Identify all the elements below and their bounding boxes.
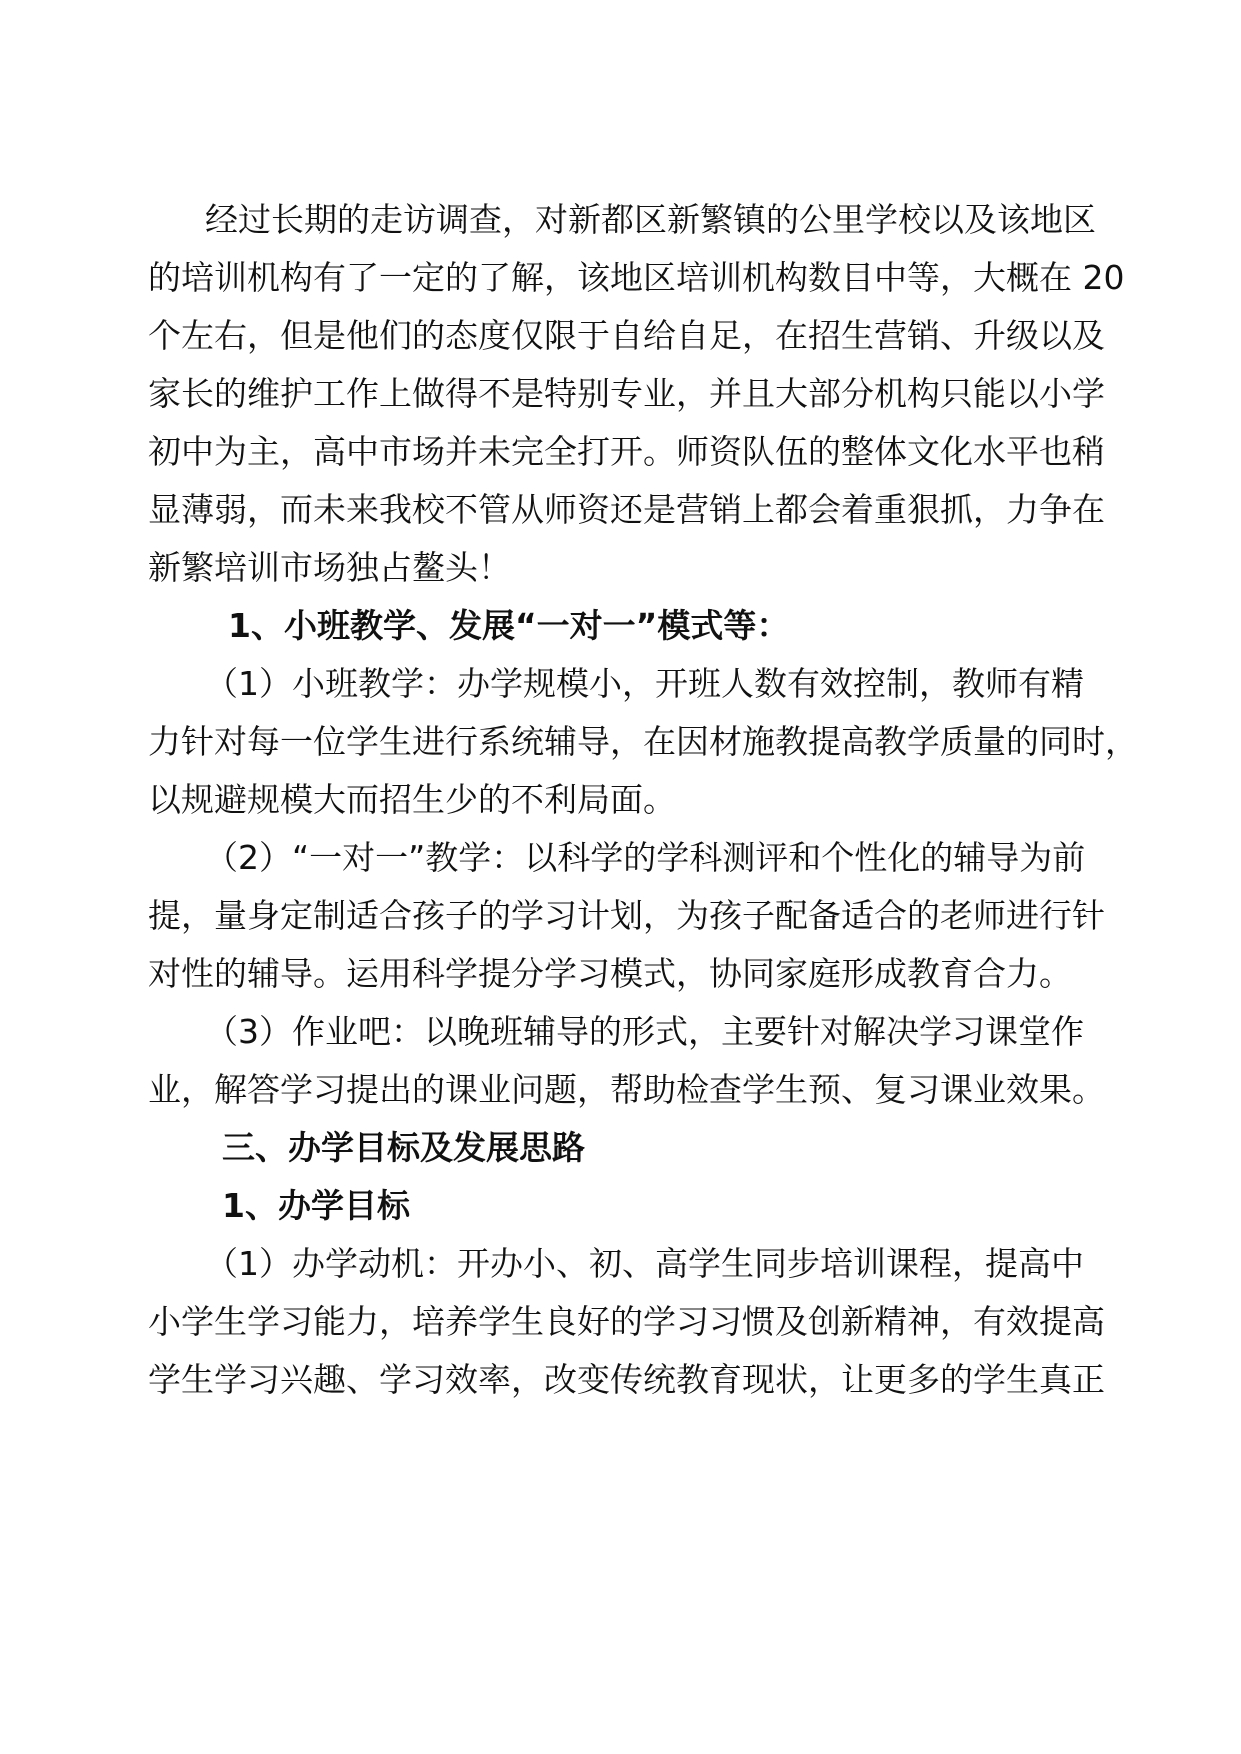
paragraph-line: 业，解答学习提出的课业问题，帮助检查学生预、复习课业效果。: [148, 1070, 1105, 1109]
paragraph-line: 家长的维护工作上做得不是特别专业，并且大部分机构只能以小学: [148, 374, 1105, 413]
section-heading: 1、小班教学、发展“一对一”模式等：: [228, 606, 790, 645]
paragraph-line: 力针对每一位学生进行系统辅导，在因材施教提高教学质量的同时，: [148, 722, 1138, 761]
paragraph-line: （1）办学动机：开办小、初、高学生同步培训课程，提高中: [205, 1244, 1084, 1283]
paragraph-line: 个左右，但是他们的态度仅限于自给自足，在招生营销、升级以及: [148, 316, 1105, 355]
paragraph-line: 学生学习兴趣、学习效率，改变传统教育现状，让更多的学生真正: [148, 1360, 1105, 1399]
paragraph-line: 提，量身定制适合孩子的学习计划，为孩子配备适合的老师进行针: [148, 896, 1105, 935]
paragraph-line: 初中为主，高中市场并未完全打开。师资队伍的整体文化水平也稍: [148, 432, 1105, 471]
paragraph-line: 的培训机构有了一定的了解，该地区培训机构数目中等，大概在 20: [148, 258, 1125, 297]
paragraph-line: 经过长期的走访调查，对新都区新繁镇的公里学校以及该地区: [205, 200, 1096, 239]
chapter-heading: 三、办学目标及发展思路: [222, 1128, 585, 1167]
paragraph-line: （3）作业吧：以晚班辅导的形式，主要针对解决学习课堂作: [205, 1012, 1084, 1051]
paragraph-line: 小学生学习能力，培养学生良好的学习习惯及创新精神，有效提高: [148, 1302, 1105, 1341]
paragraph-line: （2）“一对一”教学：以科学的学科测评和个性化的辅导为前: [205, 838, 1086, 877]
paragraph-line: 对性的辅导。运用科学提分学习模式，协同家庭形成教育合力。: [148, 954, 1072, 993]
paragraph-line: 新繁培训市场独占鳌头！: [148, 548, 511, 587]
paragraph-line: （1）小班教学：办学规模小，开班人数有效控制，教师有精: [205, 664, 1084, 703]
section-heading: 1、办学目标: [222, 1186, 410, 1225]
paragraph-line: 以规避规模大而招生少的不利局面。: [148, 780, 676, 819]
paragraph-line: 显薄弱，而未来我校不管从师资还是营销上都会着重狠抓，力争在: [148, 490, 1105, 529]
